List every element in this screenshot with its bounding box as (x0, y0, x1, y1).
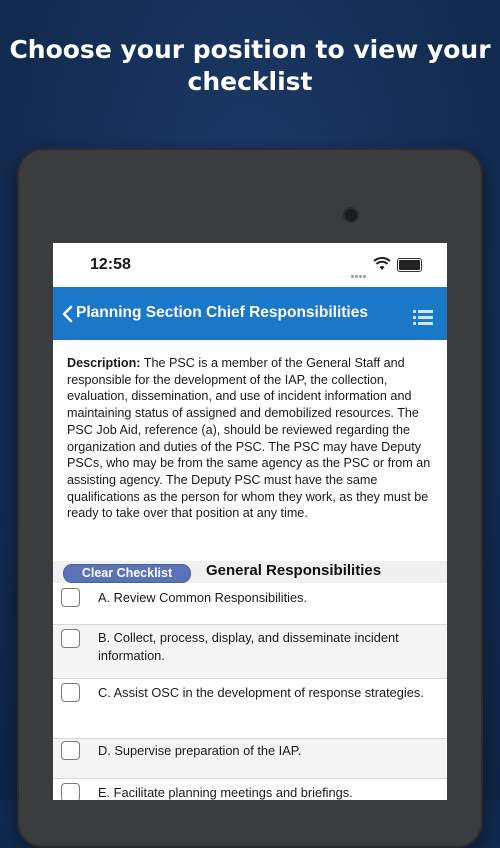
chevron-left-icon[interactable] (61, 305, 73, 323)
section-title: General Responsibilities (206, 562, 382, 579)
nav-bar (53, 287, 447, 340)
description-text: The PSC is a member of the General Staff and responsible for the development of the IAP, the collection, evaluation, dissemination, and use of incident information and maintaining status of assigned and demobilized resources. The PSC Job Aid, reference (a), should be reviewed regarding the organization and duties of the PSC. The PSC may have Deputy PSCs, who may be from the same agency as the PSC or from an assisting agency. The Deputy PSC must have the same qualifications as the person for whom they work, as they must be ready to take over that position at any time. (67, 356, 431, 521)
checklist (53, 583, 447, 800)
checklist-item[interactable] (53, 583, 447, 625)
clear-checklist-button[interactable]: Clear Checklist (63, 564, 191, 583)
position-description (67, 355, 439, 522)
checklist-section-header (53, 561, 447, 583)
checklist-item-text: C. Assist OSC in the development of response strategies. (98, 685, 424, 700)
checkbox[interactable] (61, 683, 80, 702)
checklist-item[interactable] (53, 625, 447, 679)
checkbox[interactable] (61, 741, 80, 760)
checklist-item[interactable] (53, 779, 447, 800)
checklist-item-text: E. Facilitate planning meetings and briefings. (98, 785, 353, 800)
checklist-item[interactable] (53, 739, 447, 779)
checkbox[interactable] (61, 629, 80, 648)
list-menu-icon[interactable] (413, 309, 433, 327)
description-label: Description: (67, 356, 141, 370)
checkbox[interactable] (61, 588, 80, 607)
promo-headline: Choose your position to view your checklist (9, 35, 491, 96)
status-bar (53, 243, 447, 287)
nav-title: Planning Section Chief Responsibilities (76, 304, 368, 321)
checklist-item-text: D. Supervise preparation of the IAP. (98, 743, 302, 758)
camera-lens (345, 209, 357, 221)
checklist-item-text: B. Collect, process, display, and disseminate incident information. (98, 630, 399, 663)
checkbox[interactable] (61, 783, 80, 800)
wifi-icon (373, 257, 391, 271)
status-time: 12:58 (90, 256, 131, 273)
app-screen (53, 243, 447, 800)
signal-dots-icon (351, 265, 367, 283)
checklist-item[interactable] (53, 679, 447, 739)
battery-icon (397, 258, 422, 272)
checklist-item-text: A. Review Common Responsibilities. (98, 590, 308, 605)
